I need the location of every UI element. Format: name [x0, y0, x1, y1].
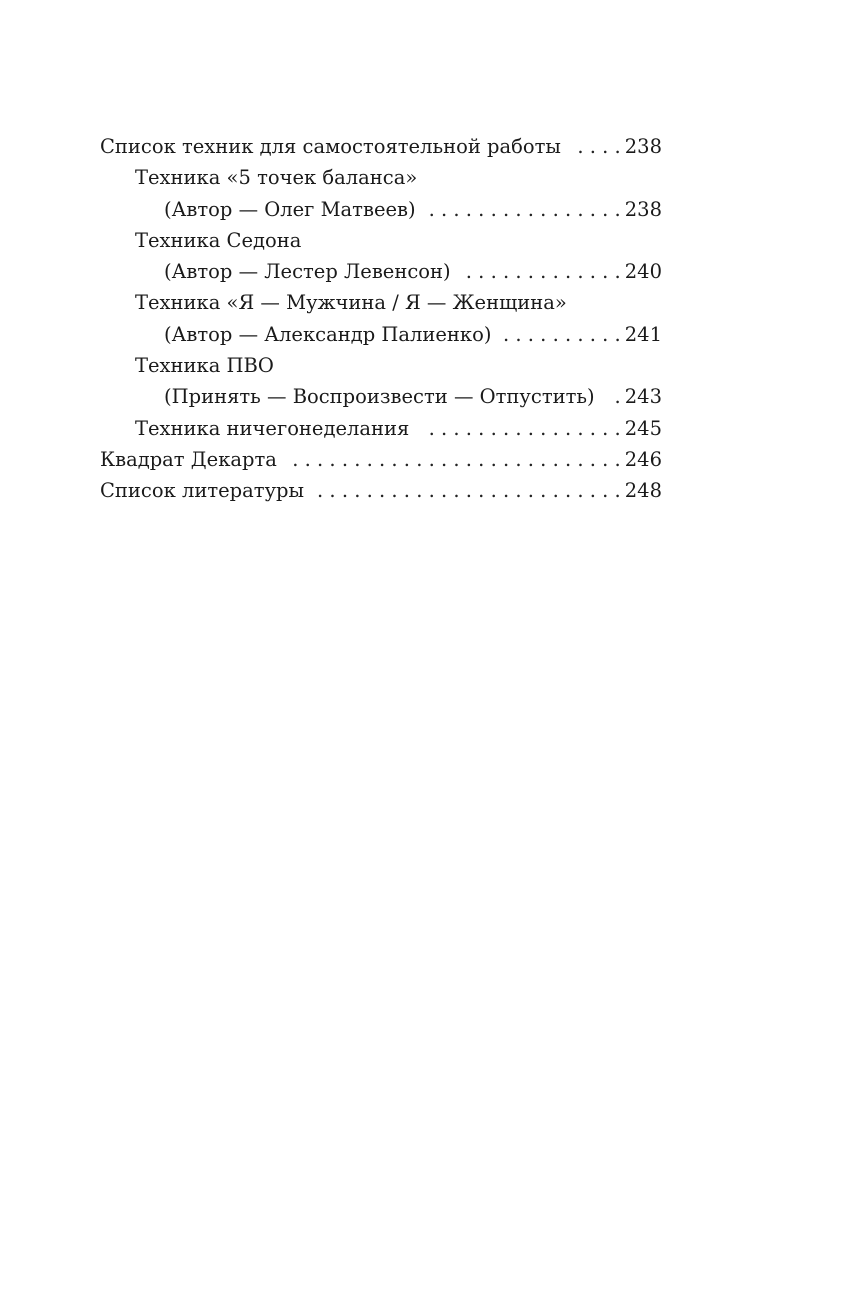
- dot-leader: [428, 194, 621, 225]
- toc-entry-page: 246: [624, 447, 662, 471]
- toc-entry: [100, 350, 662, 381]
- toc-entry: [100, 194, 662, 225]
- toc-entry-title: (Автор — Олег Матвеев): [164, 197, 416, 221]
- table-of-contents: [100, 131, 662, 507]
- toc-entry-page: 238: [624, 135, 662, 158]
- toc-entry-page: 240: [624, 260, 662, 284]
- toc-entry: [100, 381, 662, 412]
- toc-entry-title: Техника «5 точек баланса»: [135, 166, 418, 190]
- dot-leader: [607, 381, 621, 412]
- toc-entry: [100, 444, 662, 475]
- toc-entry-page: 248: [624, 479, 662, 503]
- toc-entry: [100, 413, 662, 444]
- dot-leader: [316, 475, 621, 506]
- toc-entry: [100, 131, 662, 162]
- toc-entry-title: Техника «Я — Мужчина / Я — Женщина»: [135, 291, 567, 315]
- toc-entry-title: Техника ПВО: [135, 354, 274, 378]
- toc-entry: [100, 319, 662, 350]
- dot-leader: [463, 256, 621, 287]
- dot-leader: [573, 131, 621, 162]
- toc-entry-title: Список техник для самостоятельной работы: [100, 135, 561, 158]
- toc-entry: [100, 162, 662, 193]
- toc-entry-title: (Автор — Лестер Левенсон): [164, 260, 451, 284]
- toc-entry-title: Список литературы: [100, 479, 305, 503]
- dot-leader: [503, 319, 620, 350]
- toc-entry-page: 238: [624, 197, 662, 221]
- toc-entry-title: Техника Седона: [135, 228, 302, 252]
- toc-entry-page: 245: [624, 416, 662, 440]
- toc-entry-page: 241: [624, 322, 662, 346]
- toc-entry: [100, 287, 662, 318]
- toc-entry-page: 243: [624, 385, 662, 409]
- toc-entry: [100, 225, 662, 256]
- toc-entry: [100, 475, 662, 506]
- toc-entry: [100, 256, 662, 287]
- toc-entry-title: (Принять — Воспроизвести — Отпустить): [164, 385, 595, 409]
- dot-leader: [421, 413, 620, 444]
- toc-entry-title: Квадрат Декарта: [100, 447, 277, 471]
- toc-entry-title: Техника ничегонеделания: [135, 416, 410, 440]
- dot-leader: [289, 444, 621, 475]
- toc-entry-title: (Автор — Александр Палиенко): [164, 322, 492, 346]
